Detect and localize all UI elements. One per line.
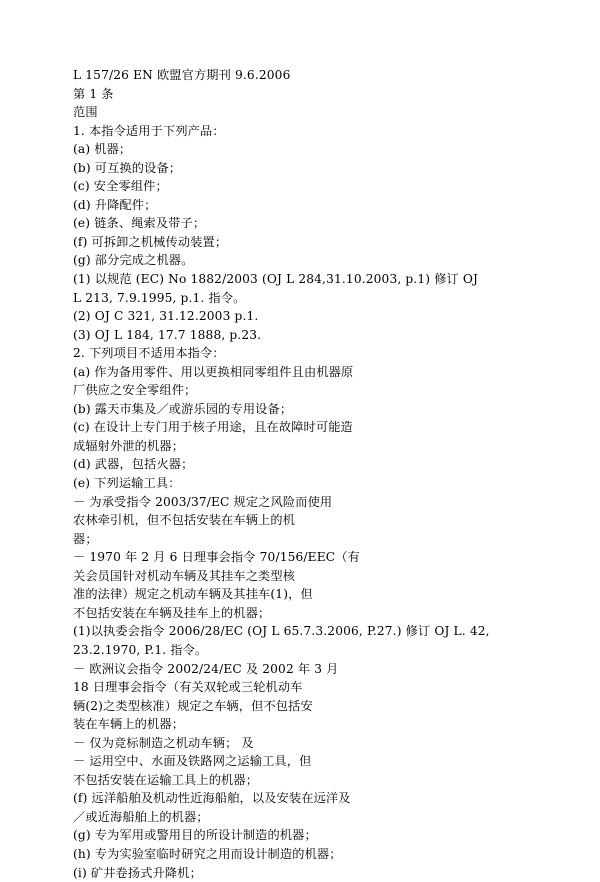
- transport-item-3-line-2: 18 日理事会指令（有关双轮或三轮机动车: [73, 680, 303, 695]
- transport-item-3-line-1: － 欧洲议会指令 2002/24/EC 及 2002 年 3 月: [73, 661, 339, 676]
- journal-header-line: L 157/26 EN 欧盟官方期刊 9.6.2006: [73, 68, 291, 82]
- transport-item-2-line-1: － 1970 年 2 月 6 日理事会指令 70/156/EEC（有: [73, 550, 360, 565]
- exclusion-h: (h) 专为实验室临时研究之用而设计制造的机器；: [73, 846, 342, 861]
- transport-item-1-line-1: － 为承受指令 2003/37/EC 规定之风险而使用: [73, 494, 333, 509]
- exclusion-d: (d) 武器，包括火器；: [73, 457, 194, 472]
- exclusion-b: (b) 露天市集及／或游乐园的专用设备；: [73, 401, 293, 416]
- exclusion-a-line-1: (a) 作为备用零件、用以更换相同零组件且由机器原: [73, 364, 354, 379]
- footnote-2: (2) OJ C 321, 31.12.2003 p.1.: [73, 309, 259, 324]
- exclusion-c-line-2: 成辐射外泄的机器；: [73, 438, 185, 453]
- transport-item-2-line-2: 关会员国针对机动车辆及其挂车之类型核: [73, 568, 296, 583]
- exclusion-e-intro: (e) 下列运输工具：: [73, 476, 181, 491]
- transport-item-1-line-2: 农林牵引机，但不包括安装在车辆上的机: [73, 513, 296, 528]
- transport-footnote-1-line-1: (1)以执委会指令 2006/28/EC (OJ L 65.7.3.2006, P.27.) 修订 OJ L. 42,: [73, 624, 490, 639]
- paragraph-1-intro: 1. 本指令适用于下列产品：: [73, 123, 225, 138]
- exclusion-c-line-1: (c) 在设计上专门用于核子用途，且在故障时可能造: [73, 420, 353, 435]
- exclusion-i: (i) 矿井卷扬式升降机；: [73, 865, 202, 880]
- list-item-c-components: (c) 安全零组件；: [73, 179, 168, 194]
- paragraph-2-intro: 2. 下列项目不适用本指令：: [73, 346, 225, 361]
- transport-item-2-line-4: 不包括安装在车辆及挂车上的机器；: [73, 605, 271, 620]
- article-heading: 范围: [73, 105, 98, 120]
- list-item-b-equipment: (b) 可互换的设备；: [73, 160, 182, 175]
- list-item-a-machinery: (a) 机器；: [73, 142, 132, 157]
- transport-footnote-1-line-2: 23.2.1970, P.1. 指令。: [73, 642, 208, 657]
- list-item-g-partly-completed: (g) 部分完成之机器。: [73, 253, 194, 268]
- transport-item-3-line-3: 辆(2)之类型核准）规定之车辆，但不包括安: [73, 698, 313, 713]
- exclusion-f-line-2: ／或近海船舶上的机器；: [73, 809, 209, 824]
- document-page: [73, 66, 573, 882]
- transport-item-4: － 仅为竞标制造之机动车辆； 及: [73, 735, 254, 750]
- transport-item-5-line-1: － 运用空中、水面及铁路网之运输工具，但: [73, 754, 312, 769]
- transport-item-1-line-3: 器；: [73, 531, 98, 546]
- transport-item-2-line-3: 准的法律）规定之机动车辆及其挂车(1)，但: [73, 587, 313, 602]
- footnote-1-line-2: L 213, 7.9.1995, p.1. 指令。: [73, 290, 246, 305]
- list-item-d-lifting: (d) 升降配件；: [73, 197, 157, 212]
- transport-item-5-line-2: 不包括安装在运输工具上的机器；: [73, 772, 259, 787]
- footnote-1-line-1: (1) 以规范 (EC) No 1882/2003 (OJ L 284,31.10.2003, p.1) 修订 OJ: [73, 272, 479, 287]
- exclusion-f-line-1: (f) 远洋船舶及机动性近海船舶，以及安装在远洋及: [73, 791, 351, 806]
- list-item-e-chains: (e) 链条、绳索及带子；: [73, 216, 206, 231]
- footnote-3: (3) OJ L 184, 17.7 1888, p.23.: [73, 327, 262, 342]
- exclusion-a-line-2: 厂供应之安全零组件；: [73, 383, 197, 398]
- article-number: 第 1 条: [73, 86, 114, 101]
- list-item-f-transmission: (f) 可拆卸之机械传动装置；: [73, 234, 228, 249]
- exclusion-g: (g) 专为军用或警用目的所设计制造的机器；: [73, 828, 317, 843]
- transport-item-3-line-4: 装在车辆上的机器；: [73, 717, 185, 732]
